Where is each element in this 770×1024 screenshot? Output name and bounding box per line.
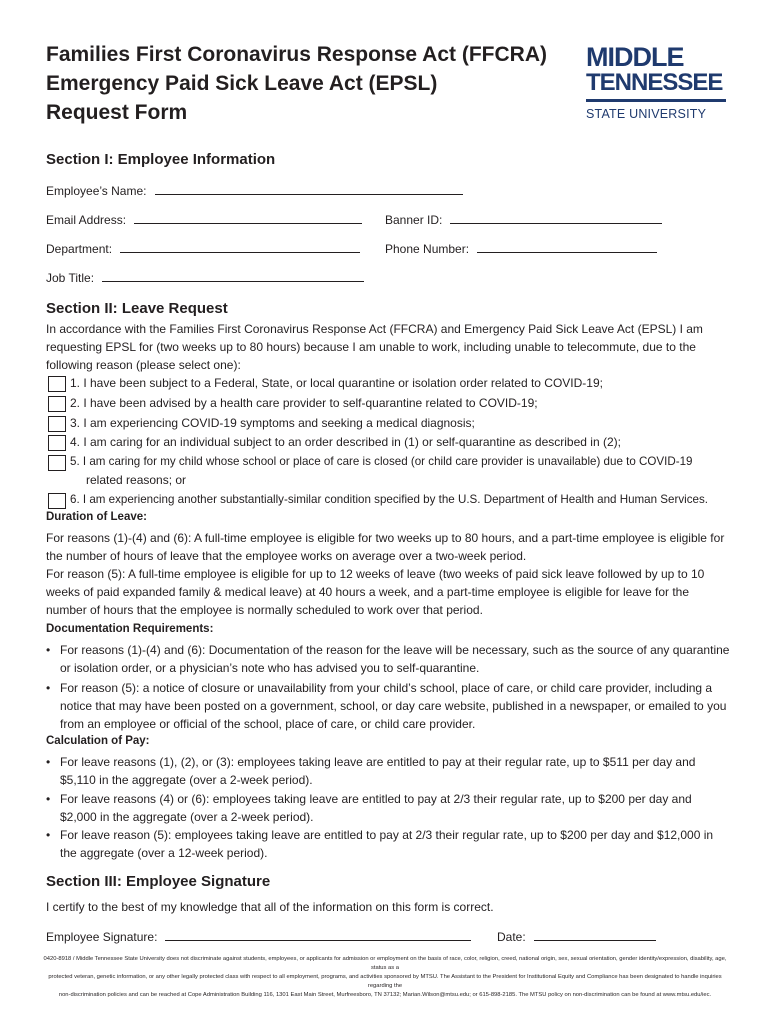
department-field[interactable]: [46, 241, 360, 256]
bullet-dot: •: [46, 755, 51, 769]
employee-name-field[interactable]: [46, 183, 463, 198]
section-3-heading: Section III: Employee Signature: [46, 873, 271, 890]
footer-line-2: protected veteran, genetic information, or any other legally protected class with respect to all employment, programs, and activities sponsored by MTSU. The Assistant to the President for Institutional Equity and Compliance has been designated to handle inquiries regarding the: [48, 974, 722, 989]
logo-state-university: STATE UNIVERSITY: [586, 107, 707, 121]
bullet-dot: •: [46, 828, 51, 842]
phone-line[interactable]: [477, 241, 657, 253]
reason-1-checkbox[interactable]: [48, 376, 66, 392]
title-line-3: Request Form: [46, 101, 188, 124]
reason-6-checkbox[interactable]: [48, 493, 66, 509]
logo-rule: [586, 99, 726, 102]
signature-field[interactable]: [46, 929, 471, 944]
reason-3-checkbox[interactable]: [48, 416, 66, 432]
bullet-dot: •: [46, 681, 51, 695]
bullet-dot: •: [46, 643, 51, 657]
date-field[interactable]: [497, 929, 656, 944]
pay-bullet-1: • For leave reasons (1), (2), or (3): employees taking leave are entitled to pay at their regular rate, up to $511 per day and $5,110 in the aggregate (over a 2-week period).: [46, 755, 696, 787]
banner-id-label: Banner ID:: [385, 213, 443, 227]
reason-6-label: 6. I am experiencing another substantially-similar condition specified by the U.S. Department of Health and Human Services.: [70, 493, 708, 506]
duration-paragraph-1: For reasons (1)-(4) and (6): A full-time employee is eligible for two weeks up to 80 hours, and a part-time employee is eligible for the number of hours of leave that the employee works on average over a two-week period.: [46, 531, 725, 563]
job-title-label: Job Title:: [46, 271, 95, 285]
logo-middle: MIDDLE: [586, 42, 684, 72]
email-line[interactable]: [134, 212, 362, 224]
logo-tennessee: TENNESSEE: [586, 69, 723, 96]
title-line-2: Emergency Paid Sick Leave Act (EPSL): [46, 72, 438, 95]
signature-line[interactable]: [165, 929, 471, 941]
phone-field[interactable]: [385, 241, 657, 256]
pay-bullet-2: • For leave reasons (4) or (6): employees taking leave are entitled to pay at 2/3 their regular rate, up to $200 per day and $2,000 in the aggregate (over a 2-week period).: [46, 792, 692, 824]
employee-name-label: Employee’s Name:: [46, 184, 147, 198]
reason-5-continuation: related reasons; or: [86, 473, 187, 487]
reason-4-checkbox[interactable]: [48, 435, 66, 451]
mtsu-logo: [586, 44, 726, 122]
form-title: [46, 40, 547, 127]
documentation-heading: Documentation Requirements:: [46, 623, 214, 635]
pay-bullet-3: • For leave reason (5): employees taking leave are entitled to pay at 2/3 their regular rate, up to $200 per day and $12,000 in the aggregate (over a 12-week period).: [46, 828, 714, 860]
banner-id-line[interactable]: [450, 212, 662, 224]
department-line[interactable]: [120, 241, 360, 253]
reason-4-label: 4. I am caring for an individual subject to an order described in (1) or self-quarantine as described in (2);: [70, 435, 621, 449]
title-line-1: Families First Coronavirus Response Act (FFCRA): [46, 43, 547, 66]
footer-line-3: non-discrimination policies and can be reached at Cope Administration Building 116, 1301 East Main Street, Murfreesboro, TN 37132; Marian.Wilson@mtsu.edu; or 615-898-2185. The MTSU policy on non-discrimination can be found at www.mtsu.edu/iec.: [58, 992, 712, 998]
documentation-bullet-2: • For reason (5): a notice of closure or unavailability from your child’s school, place of care, or child care provider, including a notice that may have been posted on a government, school, or day care website, published in a newspaper, or emailed to you from an employee or official of the school, place of care, or child care provider.: [46, 681, 727, 731]
reason-2-checkbox[interactable]: [48, 396, 66, 412]
employee-name-line[interactable]: [155, 183, 463, 195]
banner-id-field[interactable]: [385, 212, 662, 227]
pay-heading: Calculation of Pay:: [46, 735, 150, 747]
section-1-heading: Section I: Employee Information: [46, 151, 276, 168]
job-title-field[interactable]: [46, 270, 364, 285]
department-label: Department:: [46, 242, 113, 256]
job-title-line[interactable]: [102, 270, 364, 282]
reason-5-label: 5. I am caring for my child whose school or place of care is closed (or child care provider is unavailable) due to COVID-19: [70, 455, 693, 468]
footer-line-1: 0420-8918 / Middle Tennessee State University does not discriminate against students, employees, or applicants for admission or employment on the basis of race, color, religion, creed, national origin, sex, sexual orientation, gender identity/expression, disability, age, status as a: [43, 956, 727, 971]
leave-request-intro: In accordance with the Families First Coronavirus Response Act (FFCRA) and Emergency Paid Sick Leave Act (EPSL) I am requesting EPSL for (two weeks up to 80 hours) because I am unable to work, including unable to telecommute, due to the following reason (please select one):: [46, 322, 703, 372]
certify-statement: I certify to the best of my knowledge that all of the information on this form is correct.: [46, 900, 494, 914]
date-label: Date:: [497, 930, 526, 944]
nondiscrimination-footer: [40, 955, 730, 1000]
documentation-bullet-1: • For reasons (1)-(4) and (6): Documentation of the reason for the leave will be necessary, such as the source of any quarantine or isolation order, or a physician’s note who has advised you to self-quarantine.: [46, 643, 730, 675]
reason-1-label: 1. I have been subject to a Federal, State, or local quarantine or isolation order related to COVID-19;: [70, 376, 603, 390]
reason-2-label: 2. I have been advised by a health care provider to self-quarantine related to COVID-19;: [70, 396, 538, 410]
bullet-dot: •: [46, 792, 51, 806]
reason-5-checkbox[interactable]: [48, 455, 66, 471]
email-field[interactable]: [46, 212, 362, 227]
duration-heading: Duration of Leave:: [46, 511, 147, 523]
section-2-heading: Section II: Leave Request: [46, 300, 228, 317]
reason-3-label: 3. I am experiencing COVID-19 symptoms and seeking a medical diagnosis;: [70, 416, 475, 430]
email-label: Email Address:: [46, 213, 127, 227]
date-line[interactable]: [534, 929, 656, 941]
phone-label: Phone Number:: [385, 242, 470, 256]
signature-label: Employee Signature:: [46, 930, 158, 944]
duration-paragraph-2: For reason (5): A full-time employee is eligible for up to 12 weeks of leave (two weeks of paid sick leave followed by up to 10 weeks of paid expanded family & medical leave) at 40 hours a week, and a part-time employee is eligible for leave for the number of hours that the employee is normally scheduled to work over that period.: [46, 567, 705, 617]
